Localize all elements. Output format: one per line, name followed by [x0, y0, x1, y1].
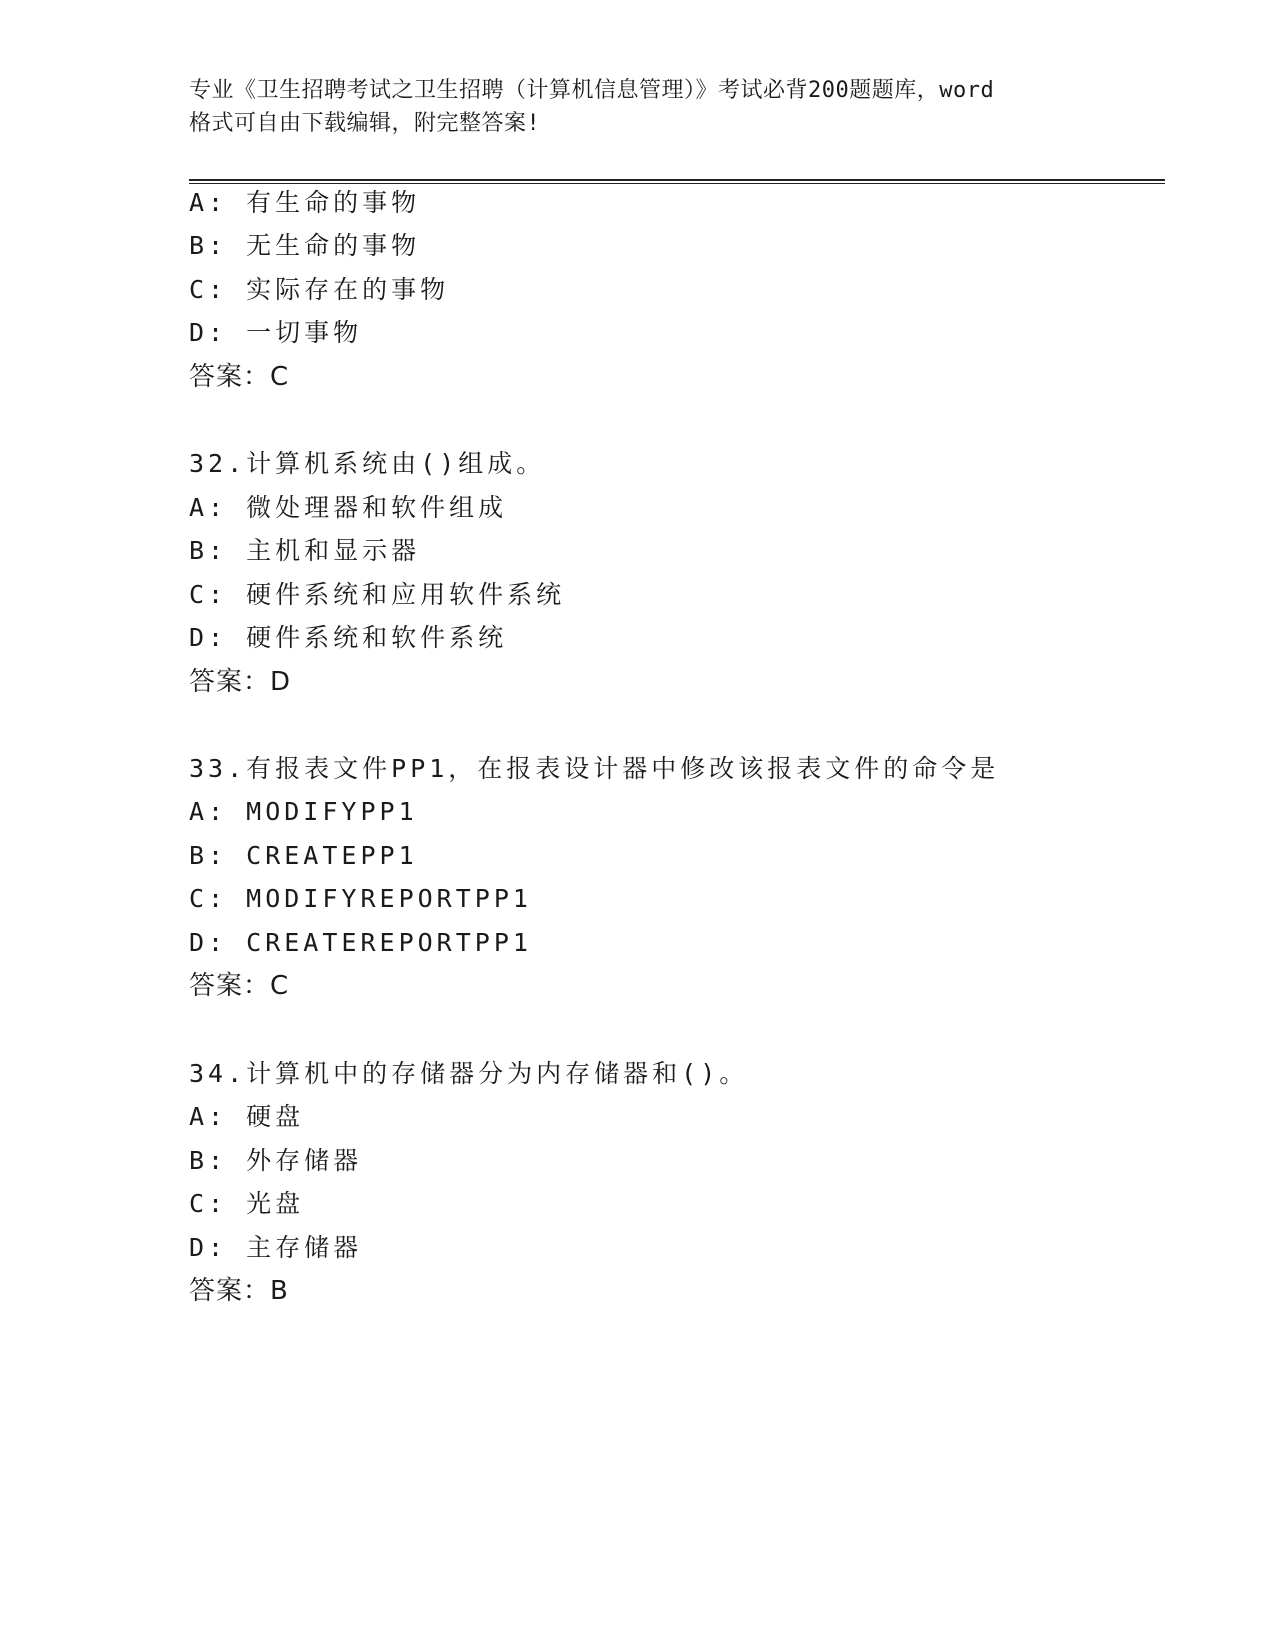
option-c: C: MODIFYREPORTPP1 [189, 884, 532, 913]
option-a: A: 硬盘 [189, 1102, 305, 1131]
option-b: B: 无生命的事物 [189, 231, 421, 260]
header-line-2: 格式可自由下载编辑，附完整答案! [189, 111, 541, 136]
question-33: 33.有报表文件PP1，在报表设计器中修改该报表文件的命令是 [189, 754, 1000, 783]
option-c: C: 光盘 [189, 1189, 305, 1218]
option-d: D: 一切事物 [189, 318, 363, 347]
option-b: B: 主机和显示器 [189, 536, 421, 565]
document-header [189, 74, 1089, 140]
option-b: B: 外存储器 [189, 1146, 363, 1175]
answer-line: 答案：D [189, 667, 292, 697]
header-divider [189, 179, 1165, 184]
option-d: D: 主存储器 [189, 1233, 363, 1262]
option-a: A: 有生命的事物 [189, 188, 421, 217]
answer-line: 答案：B [189, 1276, 289, 1306]
answer-line: 答案：C [189, 971, 290, 1001]
option-d: D: 硬件系统和软件系统 [189, 623, 508, 652]
question-34: 34.计算机中的存储器分为内存储器和()。 [189, 1059, 749, 1088]
header-line-1: 专业《卫生招聘考试之卫生招聘（计算机信息管理）》考试必背200题题库，word [189, 78, 995, 103]
option-b: B: CREATEPP1 [189, 841, 418, 870]
option-c: C: 硬件系统和应用软件系统 [189, 580, 566, 609]
option-c: C: 实际存在的事物 [189, 275, 450, 304]
answer-line: 答案：C [189, 362, 290, 392]
option-a: A: MODIFYPP1 [189, 797, 418, 826]
question-32: 32.计算机系统由()组成。 [189, 449, 546, 478]
option-a: A: 微处理器和软件组成 [189, 493, 508, 522]
option-d: D: CREATEREPORTPP1 [189, 928, 532, 957]
